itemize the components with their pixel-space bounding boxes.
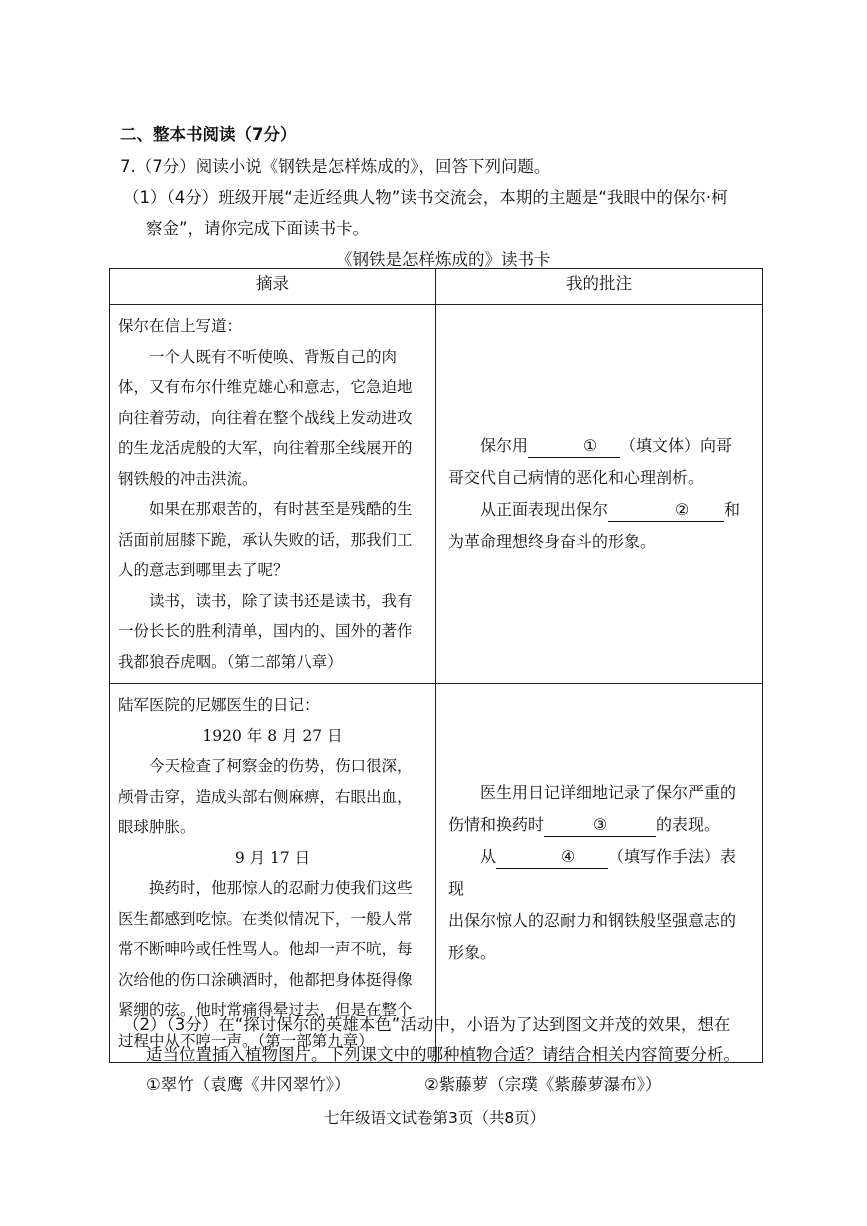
annotation-line bbox=[448, 809, 750, 841]
annotation-line: 为革命理想终身奋斗的形象。 bbox=[448, 532, 657, 551]
answer-blank-2[interactable]: ② bbox=[608, 499, 724, 522]
header-annotation: 我的批注 bbox=[436, 269, 763, 305]
answer-blank-1[interactable]: ① bbox=[528, 435, 620, 458]
annotation-cell-2 bbox=[436, 684, 763, 1063]
option-2: ②紫藤萝（宗璞《紫藤萝瀑布》） bbox=[424, 1075, 662, 1094]
reading-card-table bbox=[109, 268, 763, 1063]
subquestion-2-line1: （2）（3分）在“探讨保尔的英雄本色”活动中，小语为了达到图文并茂的效果，想在 bbox=[123, 1015, 731, 1034]
annotation-text: 伤情和换药时 bbox=[448, 815, 545, 834]
annotation-text: 保尔用 bbox=[480, 436, 529, 455]
subquestion-1-line1: （1）（4分）班级开展“走近经典人物”读书交流会，本期的主题是“我眼中的保尔·柯 bbox=[123, 188, 728, 207]
table-header-row bbox=[110, 269, 763, 305]
excerpt-intro: 保尔在信上写道： bbox=[118, 317, 243, 335]
annotation-line: 医生用日记详细地记录了保尔严重的 bbox=[480, 783, 737, 802]
answer-blank-3[interactable]: ③ bbox=[544, 814, 656, 837]
annotation-text: （填写作手法）表现 bbox=[448, 847, 737, 898]
excerpt-paragraph: 如果在那艰苦的，有时甚至是残酷的生活面前屈膝下跪，承认失败的话，那我们工人的意志到哪里去了呢？ bbox=[118, 500, 413, 579]
excerpt-paragraph: 读书，读书，除了读书还是读书，我有一份长长的胜利清单，国内的、国外的著作我都狼吞虎咽。（第二部第八章） bbox=[118, 591, 413, 671]
excerpt-paragraph: 今天检查了柯察金的伤势，伤口很深，颅骨击穿，造成头部右侧麻痹，右眼出血，眼球肿胀。 bbox=[118, 757, 413, 836]
excerpt-cell-1 bbox=[110, 305, 436, 684]
annotation-text: 从正面表现出保尔 bbox=[480, 500, 609, 519]
annotation-text: 从 bbox=[480, 847, 497, 866]
section-title: 二、整本书阅读（7分） bbox=[120, 125, 297, 144]
header-excerpt: 摘录 bbox=[110, 269, 436, 305]
annotation-line: 出保尔惊人的忍耐力和钢铁般坚强意志的 bbox=[448, 911, 737, 930]
page-footer: 七年级语文试卷第3页（共8页） bbox=[324, 1109, 546, 1127]
table-row bbox=[110, 684, 763, 1063]
annotation-line bbox=[448, 494, 750, 526]
diary-date: 1920 年 8 月 27 日 bbox=[202, 726, 343, 745]
table-row bbox=[110, 305, 763, 684]
subquestion-1-line2: 察金”，请你完成下面读书卡。 bbox=[146, 219, 370, 238]
annotation-text: 的表现。 bbox=[656, 815, 721, 834]
annotation-text: （填文体）向哥 bbox=[620, 436, 733, 455]
option-1: ①翠竹（袁鹰《井冈翠竹》） bbox=[146, 1075, 351, 1094]
annotation-line bbox=[448, 430, 750, 462]
diary-date: 9 月 17 日 bbox=[234, 848, 311, 867]
answer-blank-4[interactable]: ④ bbox=[496, 846, 608, 869]
annotation-line: 哥交代自己病情的恶化和心理剖析。 bbox=[448, 468, 705, 487]
annotation-text: 和 bbox=[724, 500, 741, 519]
excerpt-paragraph: 一个人既有不听使唤、背叛自己的肉体，又有布尔什维克雄心和意志，它急迫地向往着劳动，向往着在整个战线上发动进攻的生龙活虎般的大军，向往着那全线展开的钢铁般的冲击洪流。 bbox=[118, 347, 413, 488]
question-stem: 7.（7分）阅读小说《钢铁是怎样炼成的》，回答下列问题。 bbox=[120, 157, 551, 176]
annotation-line bbox=[448, 841, 750, 905]
subquestion-2-line2: 适当位置插入植物图片。下列课文中的哪种植物合适？请结合相关内容简要分析。 bbox=[146, 1045, 740, 1064]
card-caption: 《钢铁是怎样炼成的》读书卡 bbox=[336, 250, 551, 269]
annotation-line: 形象。 bbox=[448, 943, 497, 962]
excerpt-cell-2 bbox=[110, 684, 436, 1063]
annotation-cell-1 bbox=[436, 305, 763, 684]
excerpt-intro: 陆军医院的尼娜医生的日记： bbox=[118, 696, 320, 714]
excerpt-paragraph: 换药时，他那惊人的忍耐力使我们这些医生都感到吃惊。在类似情况下，一般人常常不断呻吟或任性骂人。他却一声不吭，每次给他的伤口涂碘酒时，他都把身体挺得像紧绷的弦。他时常痛得晕过去，但是在整个过程中从不哼一声。（第一部第九章） bbox=[118, 879, 413, 1050]
